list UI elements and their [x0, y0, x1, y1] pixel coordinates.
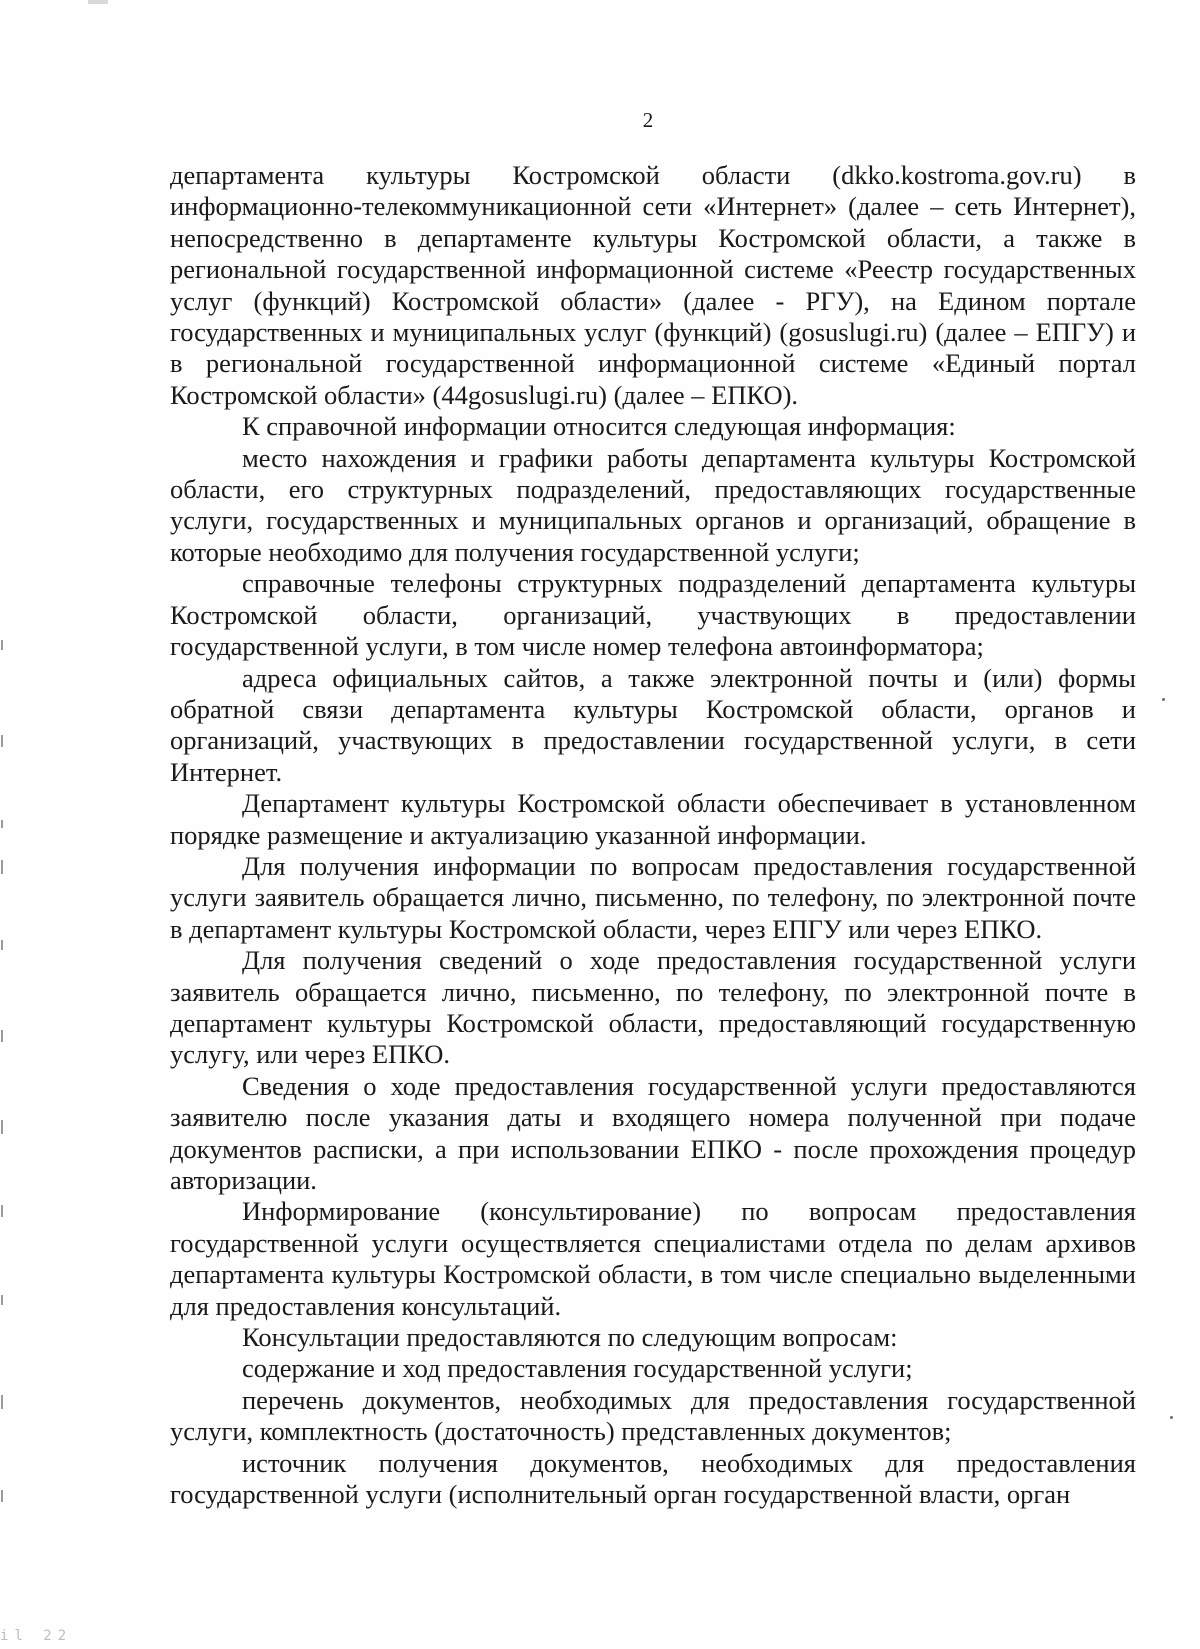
- list-item: содержание и ход предоставления государственной услуги;: [242, 1353, 913, 1384]
- scan-margin-mark: [1, 735, 3, 747]
- page-number: 2: [642, 108, 654, 132]
- paragraph: Департамент культуры Костромской области обеспечивает в установленном порядке размещение и актуализацию указанной информации.: [170, 788, 1136, 850]
- scan-margin-mark: [1, 1395, 3, 1409]
- list-item: перечень документов, необходимых для предоставления государственной услуги, комплектность (достаточность) представленных документов;: [170, 1384, 1136, 1447]
- list-item: адреса официальных сайтов, а также электронной почты и (или) формы обратной связи департамента культуры Костромской области, органов и организаций, участвующих в предоставлении государственной услуги, в сети Интернет.: [170, 662, 1136, 787]
- scan-margin-mark: [1, 1205, 3, 1217]
- scan-margin-mark: [1, 1295, 3, 1305]
- paragraph: Консультации предоставляются по следующим вопросам:: [242, 1322, 898, 1353]
- list-item: место нахождения и графики работы департамента культуры Костромской области, его структурных подразделений, предоставляющих государственные услуги, государственных и муниципальных органов и организаций, обращение в которые необходимо для получения государственной услуги;: [170, 442, 1136, 567]
- scan-margin-mark: [1, 820, 3, 828]
- paragraph: Информирование (консультирование) по вопросам предоставления государственной услуги осуществляется специалистами отдела по делам архивов департамента культуры Костромской области, в том числе специально выделенными для предоставления консультаций.: [170, 1196, 1136, 1321]
- scan-margin-mark: [1, 860, 3, 874]
- paragraph: Для получения сведений о ходе предоставления государственной услуги заявитель обращается лично, письменно, по телефону, по электронной почте в департамент культуры Костромской области, предоставляющий государственную услугу, или через ЕПКО.: [170, 945, 1136, 1070]
- scan-margin-mark: [1, 1490, 3, 1502]
- scan-footer-noise: il 22: [0, 1628, 73, 1644]
- list-item: справочные телефоны структурных подразделений департамента культуры Костромской области, организаций, участвующих в предоставлении государственной услуги, в том числе номер телефона автоинформатора;: [170, 568, 1136, 662]
- paragraph: Сведения о ходе предоставления государственной услуги предоставляются заявителю после указания даты и входящего номера полученной при подаче документов расписки, а при использовании ЕПКО - после прохождения процедур авторизации.: [170, 1070, 1136, 1195]
- document-body: [170, 160, 1136, 1510]
- paragraph: Для получения информации по вопросам предоставления государственной услуги заявитель обращается лично, письменно, по телефону, по электронной почте в департамент культуры Костромской области, через ЕПГУ или через ЕПКО.: [170, 850, 1136, 944]
- list-item: источник получения документов, необходимых для предоставления государственной услуги (исполнительный орган государственной власти, орган: [170, 1447, 1136, 1510]
- scan-margin-mark: [1, 1120, 3, 1134]
- scan-dust-dot: [1162, 698, 1165, 701]
- scan-dust-dot: [1170, 1416, 1173, 1419]
- scan-margin-mark: [1, 1030, 3, 1042]
- scan-margin-mark: [1, 940, 3, 950]
- scan-margin-mark: [1, 640, 3, 650]
- scan-smudge: [88, 0, 108, 4]
- paragraph: К справочной информации относится следующая информация:: [242, 411, 956, 442]
- paragraph-continuation: департамента культуры Костромской области (dkko.kostroma.gov.ru) в информационно-телекоммуникационной сети «Интернет» (далее – сеть Интернет), непосредственно в департаменте культуры Костромской области, а также в региональной государственной информационной системе «Реестр государственных услуг (функций) Костромской области» (далее - РГУ), на Едином портале государственных и муниципальных услуг (функций) (gosuslugi.ru) (далее – ЕПГУ) и в региональной государственной информационной системе «Единый портал Костромской области» (44gosuslugi.ru) (далее – ЕПКО).: [170, 160, 1136, 410]
